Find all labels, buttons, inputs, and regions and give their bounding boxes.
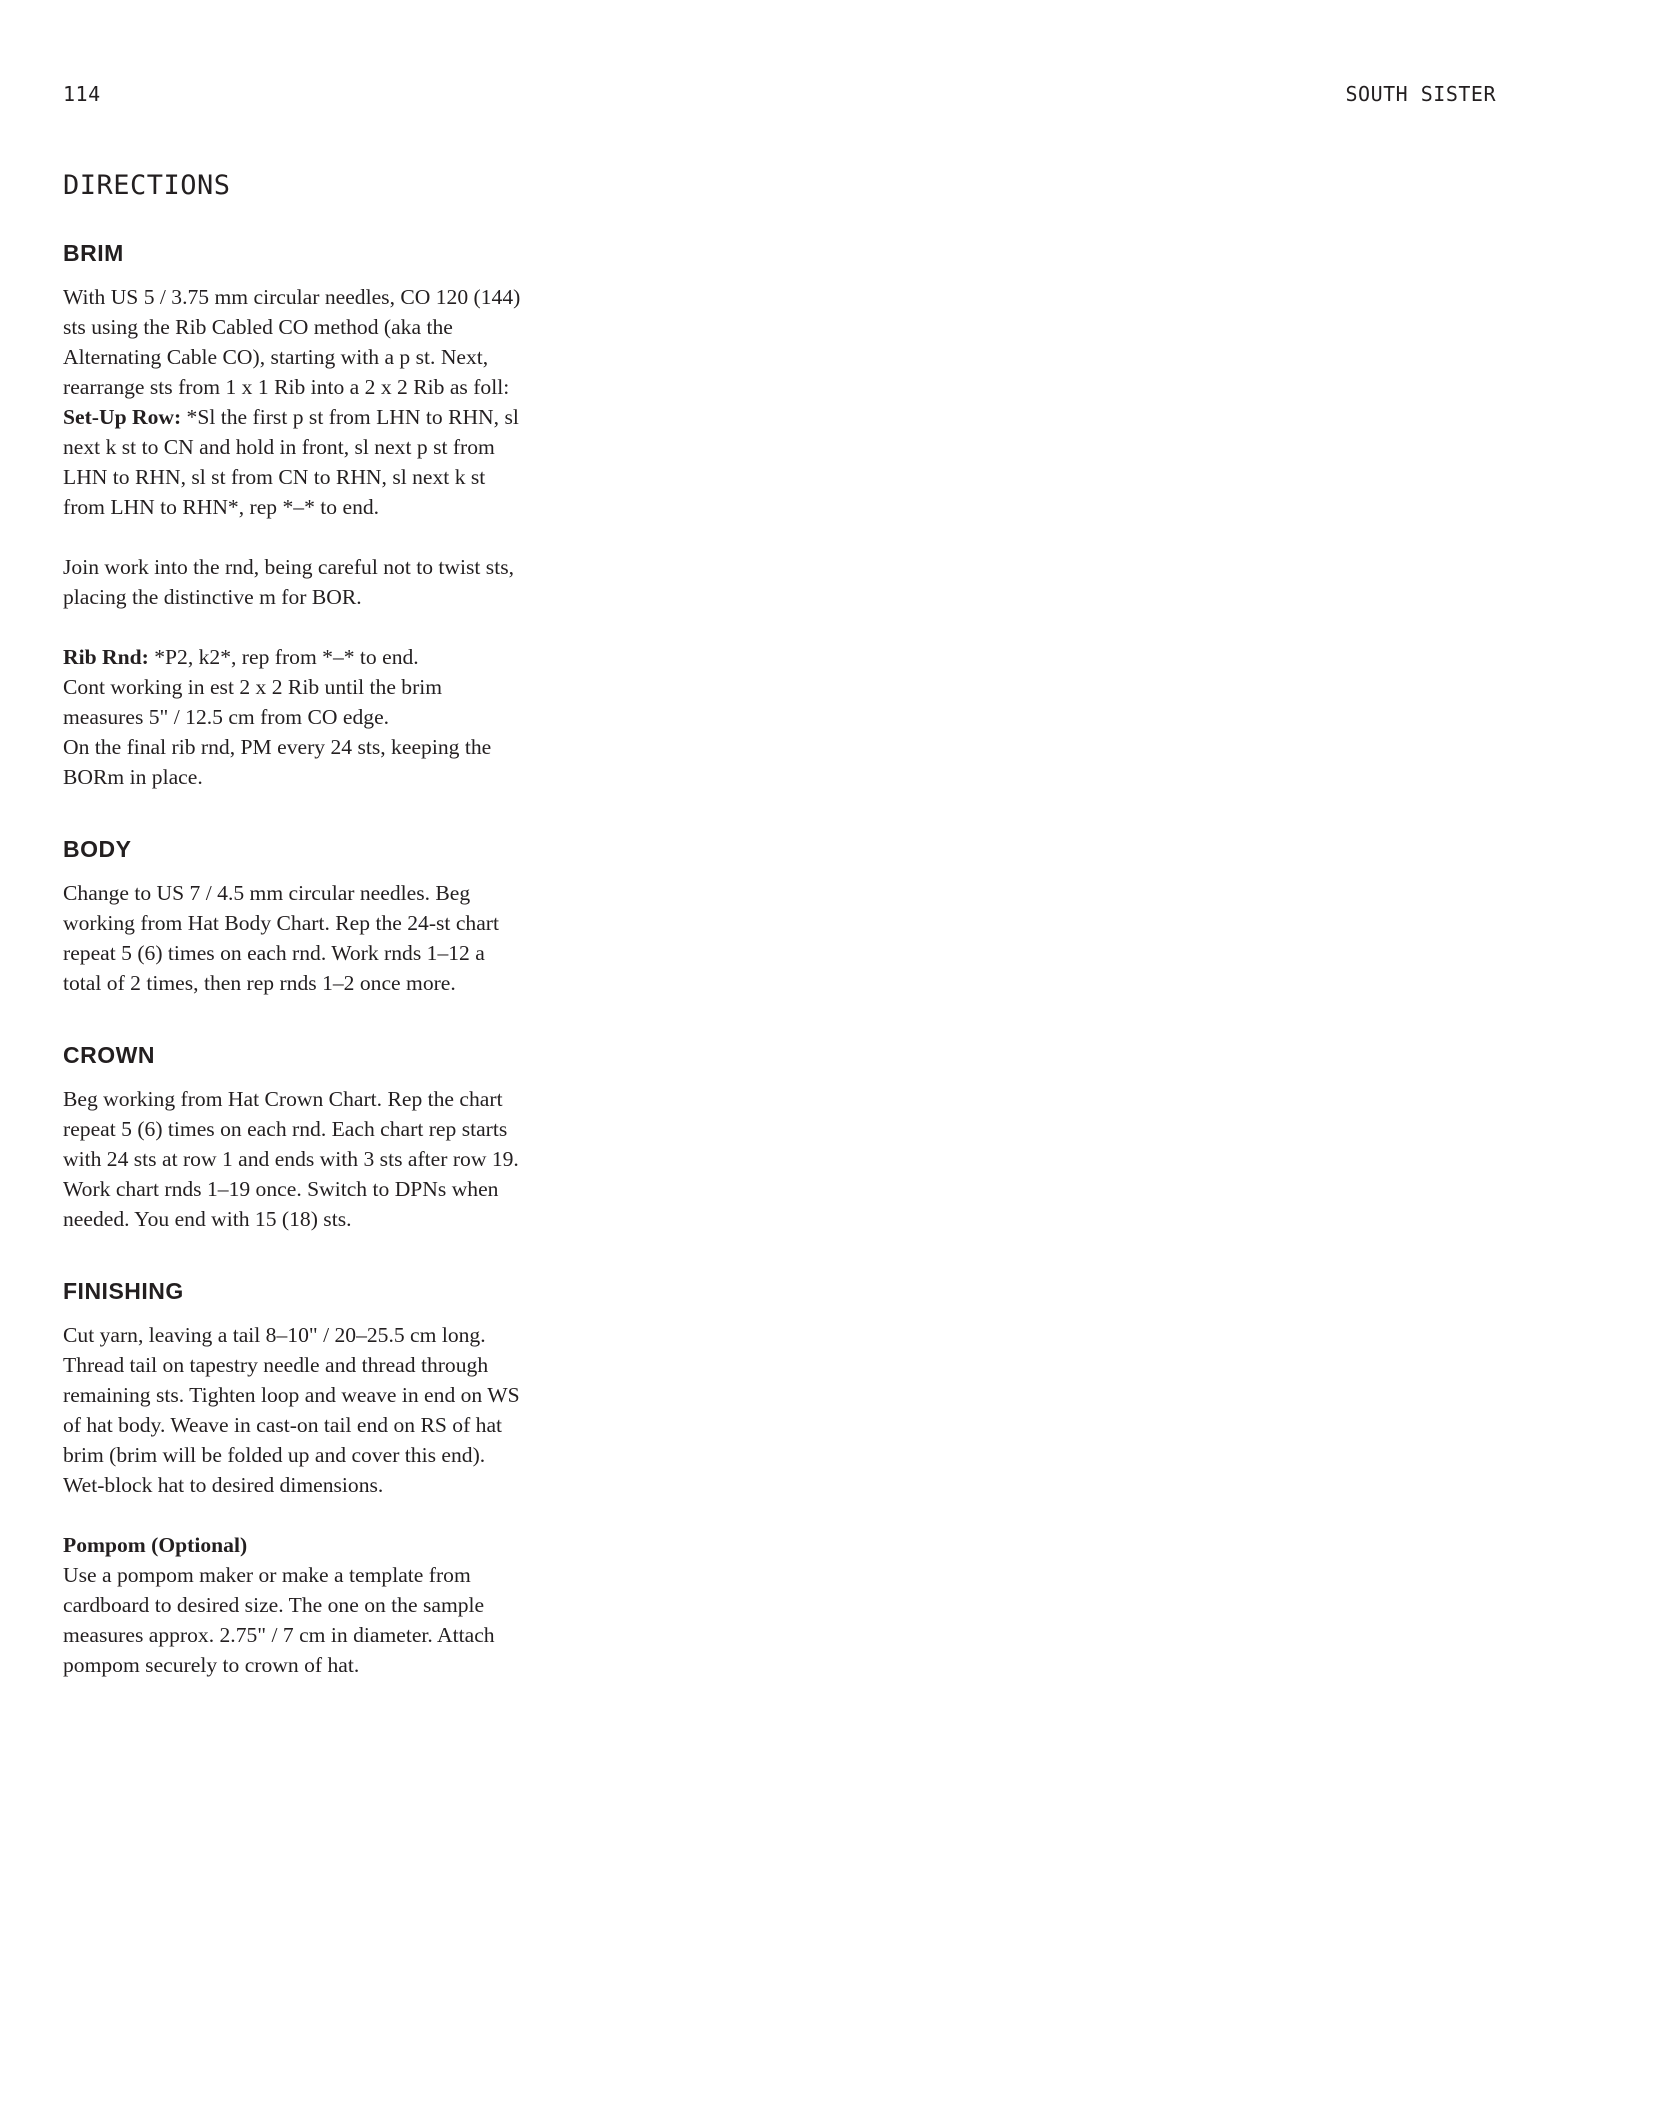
rib-rnd-text: *P2, k2*, rep from *–* to end. (148, 645, 419, 669)
brim-join: Join work into the rnd, being careful not to twist sts, placing the distinctive m for BOR. (63, 555, 515, 609)
brim-intro: With US 5 / 3.75 mm circular needles, CO 120 (144) sts using the Rib Cabled CO method (aka the Alternating Cable CO), starting with a p st. Next, rearrange sts from 1 x 1 Rib into a 2 x 2 Rib as foll: (63, 285, 521, 399)
directions-title: DIRECTIONS (63, 170, 231, 201)
pompom-instructions (63, 1530, 525, 1680)
setup-row-text: *Sl the first p st from LHN to RHN, sl next k st to CN and hold in front, sl next p st from LHN to RHN, sl st from CN to RHN, sl next k st from LHN to RHN*, rep *–* to end. (63, 405, 519, 519)
body-section (63, 834, 525, 998)
brim-heading: BRIM (63, 240, 124, 266)
directions-column (63, 168, 525, 1722)
rib-rnd-label: Rib Rnd: (63, 645, 149, 669)
brim-instructions (63, 282, 525, 522)
page-number: 114 (63, 82, 101, 106)
body-heading: BODY (63, 836, 132, 862)
running-head: SOUTH SISTER (1345, 82, 1496, 106)
brim-final-rnd: On the final rib rnd, PM every 24 sts, keeping the BORm in place. (63, 735, 492, 789)
pompom-label: Pompom (Optional) (63, 1533, 248, 1557)
body-instructions: Change to US 7 / 4.5 mm circular needles. Beg working from Hat Body Chart. Rep the 24-st chart repeat 5 (6) times on each rnd. Work rnds 1–12 a total of 2 times, then rep rnds 1–2 once more. (63, 881, 499, 995)
finishing-instructions: Cut yarn, leaving a tail 8–10" / 20–25.5 cm long. Thread tail on tapestry needle and thread through remaining sts. Tighten loop and weave in end on WS of hat body. Weave in cast-on tail end on RS of hat brim (brim will be folded up and cover this end). Wet-block hat to desired dimensions. (63, 1323, 520, 1497)
finishing-heading: FINISHING (63, 1278, 184, 1304)
brim-continue: Cont working in est 2 x 2 Rib until the brim measures 5" / 12.5 cm from CO edge. (63, 675, 443, 729)
pompom-text: Use a pompom maker or make a template from cardboard to desired size. The one on the sample measures approx. 2.75" / 7 cm in diameter. Attach pompom securely to crown of hat. (63, 1563, 495, 1677)
brim-section (63, 238, 525, 792)
crown-instructions: Beg working from Hat Crown Chart. Rep the chart repeat 5 (6) times on each rnd. Each chart rep starts with 24 sts at row 1 and ends with 3 sts after row 19. Work chart rnds 1–19 once. Switch to DPNs when needed. You end with 15 (18) sts. (63, 1087, 519, 1231)
crown-heading: CROWN (63, 1042, 155, 1068)
finishing-section (63, 1276, 525, 1680)
brim-rib (63, 642, 525, 792)
crown-section (63, 1040, 525, 1234)
setup-row-label: Set-Up Row: (63, 405, 182, 429)
